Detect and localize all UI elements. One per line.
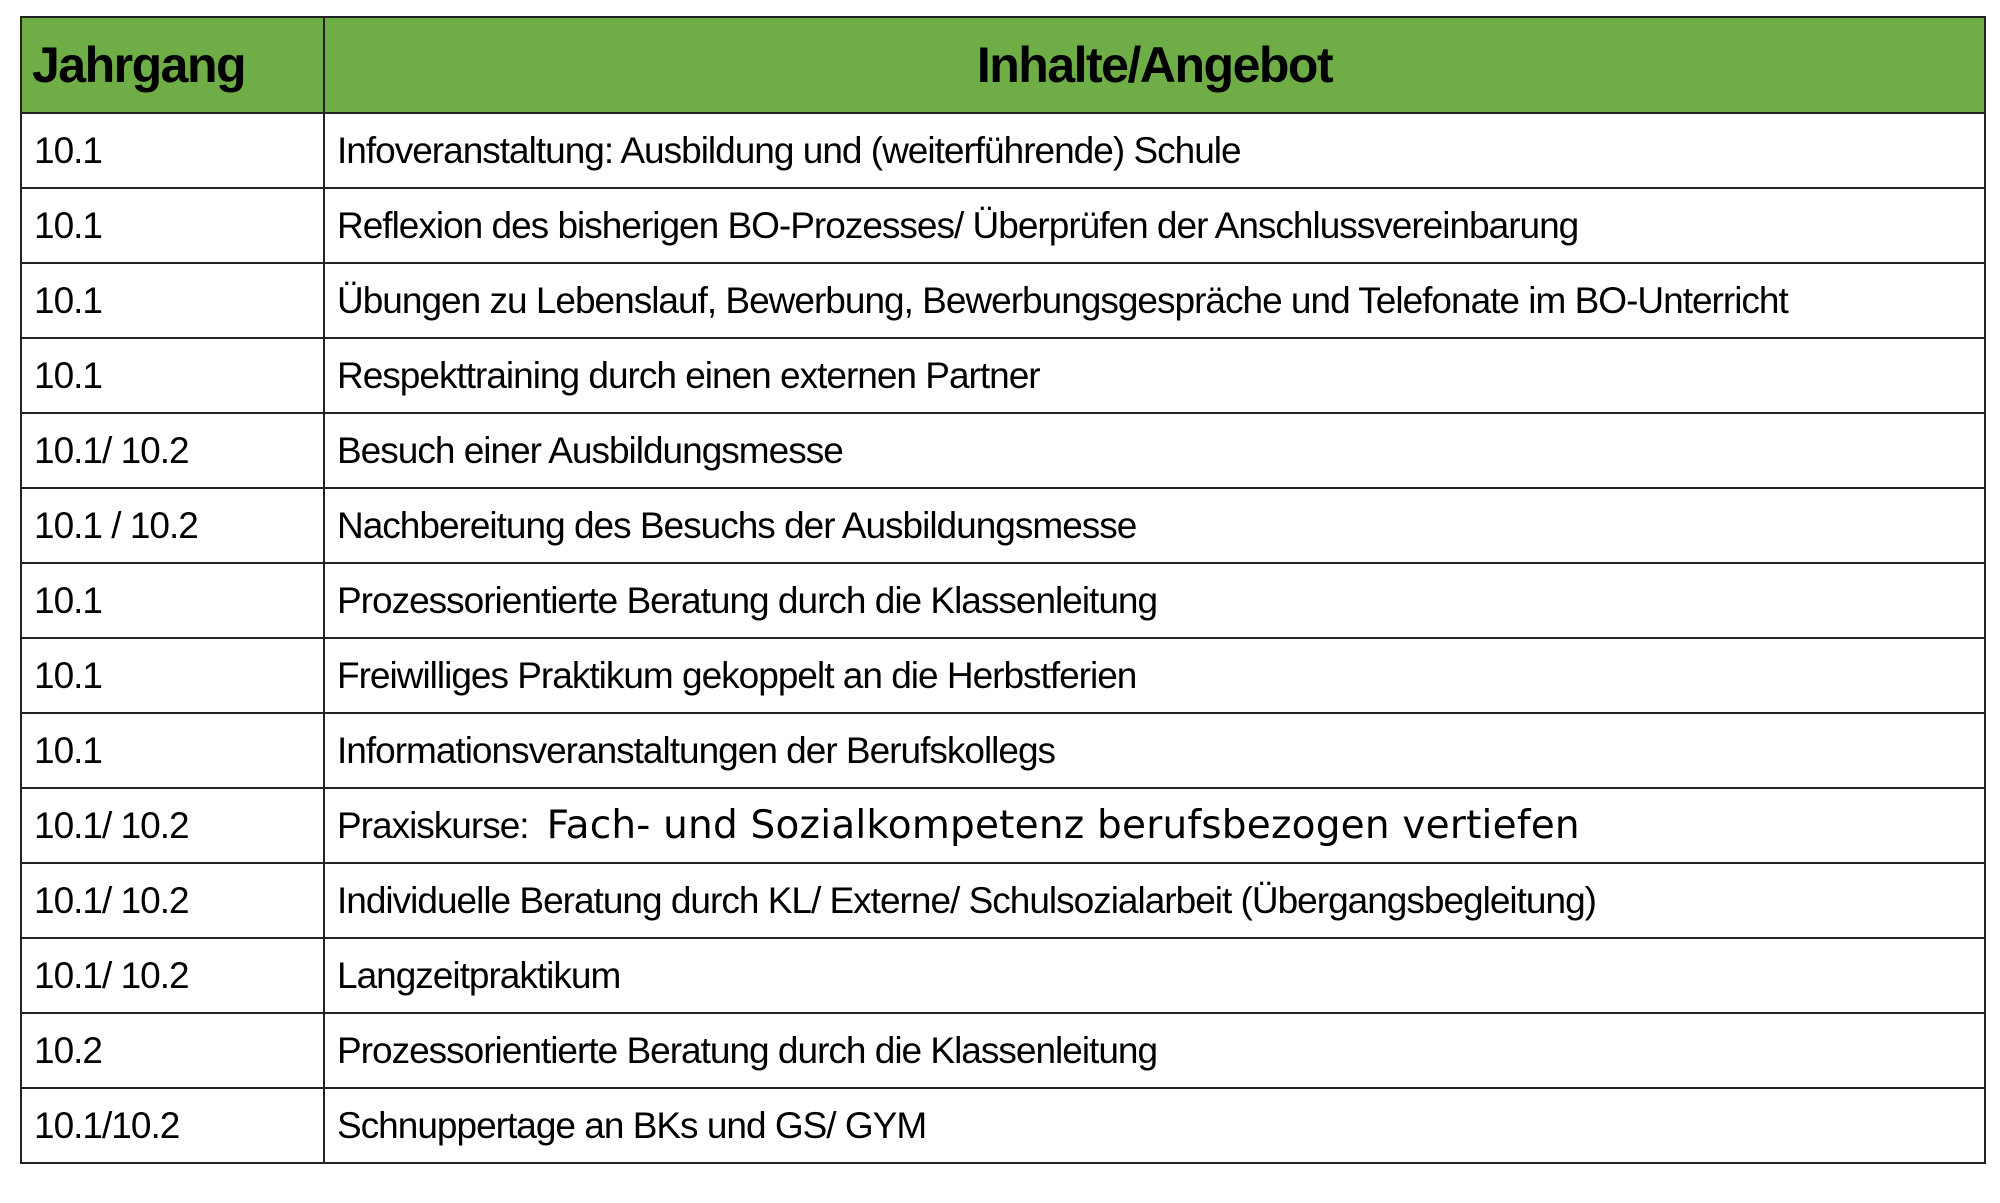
- row-content: Respekttraining durch einen externen Partner: [324, 338, 1985, 413]
- row-year: 10.1/ 10.2: [21, 938, 324, 1013]
- table-row: [21, 713, 1985, 788]
- row-content-extra: Fach- und Sozialkompetenz berufsbezogen vertiefen: [546, 803, 1580, 848]
- table-row: [21, 863, 1985, 938]
- row-content: Übungen zu Lebenslauf, Bewerbung, Bewerbungsgespräche und Telefonate im BO-Unterricht: [324, 263, 1985, 338]
- program-table-container: [20, 16, 1984, 1164]
- row-content: Individuelle Beratung durch KL/ Externe/ Schulsozialarbeit (Übergangsbegleitung): [324, 863, 1985, 938]
- table-row: [21, 338, 1985, 413]
- row-year: 10.1: [21, 338, 324, 413]
- row-content: Prozessorientierte Beratung durch die Klassenleitung: [324, 563, 1985, 638]
- table-row: [21, 788, 1985, 863]
- table-row: [21, 563, 1985, 638]
- row-year: 10.1: [21, 563, 324, 638]
- row-content: Freiwilliges Praktikum gekoppelt an die Herbstferien: [324, 638, 1985, 713]
- table-row: [21, 263, 1985, 338]
- table-row: [21, 938, 1985, 1013]
- table-row: [21, 1088, 1985, 1163]
- row-content: Reflexion des bisherigen BO-Prozesses/ Überprüfen der Anschlussvereinbarung: [324, 188, 1985, 263]
- row-year: 10.1/ 10.2: [21, 863, 324, 938]
- table-header-row: [21, 17, 1985, 113]
- row-year: 10.1: [21, 113, 324, 188]
- row-content: Langzeitpraktikum: [324, 938, 1985, 1013]
- row-content: Praxiskurse:: [337, 805, 529, 846]
- row-year: 10.1/10.2: [21, 1088, 324, 1163]
- table-row: [21, 413, 1985, 488]
- row-year: 10.1 / 10.2: [21, 488, 324, 563]
- row-year: 10.1: [21, 263, 324, 338]
- row-year: 10.1: [21, 638, 324, 713]
- row-content: Schnuppertage an BKs und GS/ GYM: [324, 1088, 1985, 1163]
- program-table: [20, 16, 1986, 1164]
- table-row: [21, 1013, 1985, 1088]
- table-row: [21, 188, 1985, 263]
- table-row: [21, 488, 1985, 563]
- row-year: 10.1/ 10.2: [21, 788, 324, 863]
- row-year: 10.1: [21, 188, 324, 263]
- header-content: Inhalte/Angebot: [324, 17, 1985, 113]
- row-year: 10.2: [21, 1013, 324, 1088]
- row-content: Besuch einer Ausbildungsmesse: [324, 413, 1985, 488]
- row-content: Infoveranstaltung: Ausbildung und (weiterführende) Schule: [324, 113, 1985, 188]
- row-year: 10.1/ 10.2: [21, 413, 324, 488]
- table-row: [21, 638, 1985, 713]
- row-content: Nachbereitung des Besuchs der Ausbildungsmesse: [324, 488, 1985, 563]
- table-row: [21, 113, 1985, 188]
- row-content: Informationsveranstaltungen der Berufskollegs: [324, 713, 1985, 788]
- row-content: Prozessorientierte Beratung durch die Klassenleitung: [324, 1013, 1985, 1088]
- row-year: 10.1: [21, 713, 324, 788]
- row-content-mixed: [324, 788, 1985, 863]
- header-year: Jahrgang: [21, 17, 324, 113]
